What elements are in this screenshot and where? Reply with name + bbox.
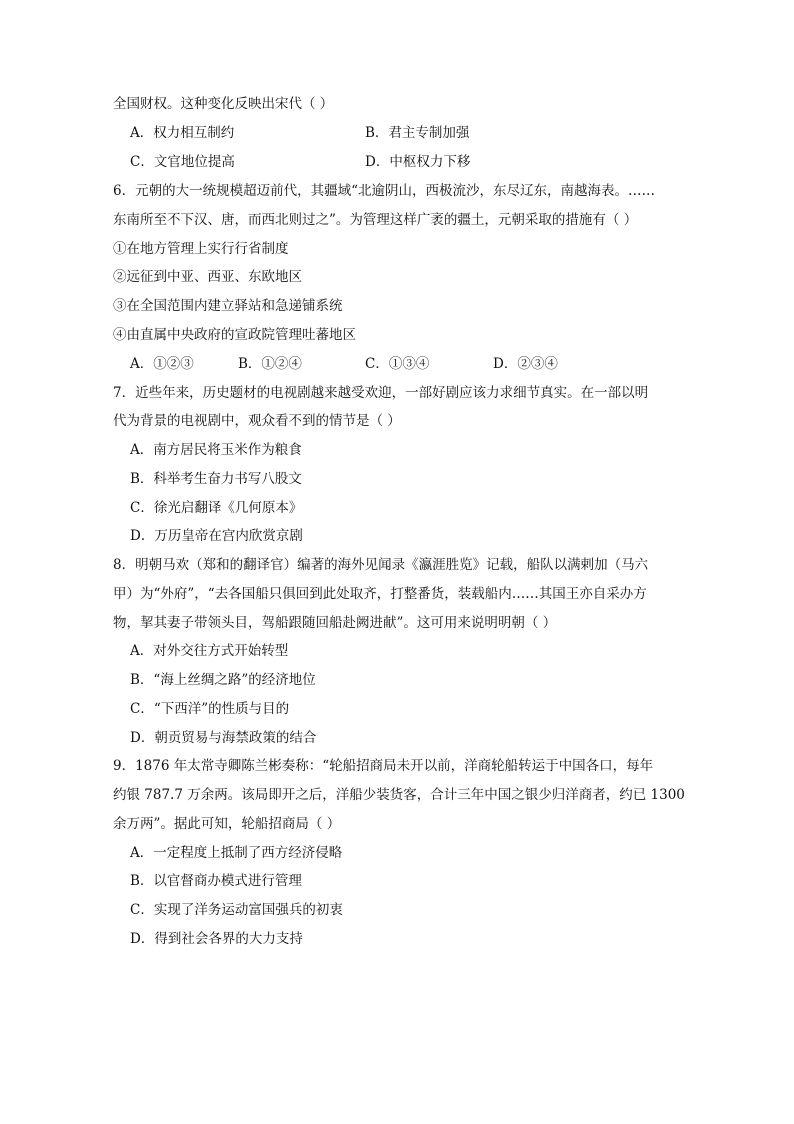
q7-option-d: D．万历皇帝在宫内欣赏京剧 xyxy=(130,528,303,544)
q9-option-a: A．一定程度上抵制了西方经济侵略 xyxy=(130,845,343,861)
q6-item-1: ①在地方管理上实行行省制度 xyxy=(113,241,289,257)
q6-item-3: ③在全国范围内建立驿站和急递铺系统 xyxy=(113,298,343,314)
q8-stem-line2: 甲）为“外府”，“去各国船只俱回到此处取齐，打整番货，装载船内……其国王亦自采办方 xyxy=(113,586,647,602)
q6-option-c: C．①③④ xyxy=(365,356,430,372)
q5-option-a: A．权力相互制约 xyxy=(130,125,235,141)
q9-stem-line2: 约银 787.7 万余两。该局即开之后，洋船少装货客，合计三年中国之银少归洋商者，约已 1300 xyxy=(113,787,685,803)
q9-option-c: C．实现了洋务运动富国强兵的初衷 xyxy=(130,902,343,918)
q8-option-d: D．朝贡贸易与海禁政策的结合 xyxy=(130,730,317,746)
q9-stem-line1: 9．1876 年太常寺卿陈兰彬奏称：“轮船招商局未开以前，洋商轮船转运于中国各口，每年 xyxy=(113,758,654,774)
q5-option-c: C．文官地位提高 xyxy=(130,154,235,170)
q9-option-d: D．得到社会各界的大力支持 xyxy=(130,931,303,947)
q8-option-c: C．“下西洋”的性质与目的 xyxy=(130,701,290,717)
q7-stem-line2: 代为背景的电视剧中，观众看不到的情节是（ ） xyxy=(113,413,401,429)
q6-stem-line1: 6．元朝的大一统规模超迈前代，其疆域“北逾阴山，西极流沙，东尽辽东，南越海表。…… xyxy=(113,183,655,199)
q5-option-b: B．君主专制加强 xyxy=(365,125,470,141)
q8-stem-line3: 物，挈其妻子带领头目，驾船跟随回船赴阙进献”。这可用来说明明朝（ ） xyxy=(113,615,557,631)
q5-stem-tail: 全国财权。这种变化反映出宋代（ ） xyxy=(113,96,334,112)
q8-option-b: B．“海上丝绸之路”的经济地位 xyxy=(130,672,316,688)
q6-stem-line2: 东南所至不下汉、唐，而西北则过之”。为管理这样广袤的疆土，元朝采取的措施有（ ） xyxy=(113,212,638,228)
q8-option-a: A．对外交往方式开始转型 xyxy=(130,643,289,659)
q6-item-4: ④由直属中央政府的宣政院管理吐蕃地区 xyxy=(113,327,356,343)
q8-stem-line1: 8．明朝马欢（郑和的翻译官）编著的海外见闻录《瀛涯胜览》记载，船队以满剌加（马六 xyxy=(113,557,649,573)
q7-stem-line1: 7．近些年来，历史题材的电视剧越来越受欢迎，一部好剧应该力求细节真实。在一部以明 xyxy=(113,385,649,401)
q6-option-d: D．②③④ xyxy=(493,356,558,372)
q6-option-b: B．①②④ xyxy=(238,356,302,372)
q9-stem-line3: 余万两”。据此可知，轮船招商局（ ） xyxy=(113,816,341,832)
q6-item-2: ②远征到中亚、西亚、东欧地区 xyxy=(113,269,302,285)
q7-option-a: A．南方居民将玉米作为粮食 xyxy=(130,442,302,458)
q9-option-b: B．以官督商办模式进行管理 xyxy=(130,873,302,889)
q6-option-a: A．①②③ xyxy=(130,356,194,372)
q7-option-c: C．徐光启翻译《几何原本》 xyxy=(130,500,303,516)
q7-option-b: B．科举考生奋力书写八股文 xyxy=(130,471,302,487)
q5-option-d: D．中枢权力下移 xyxy=(365,154,471,170)
